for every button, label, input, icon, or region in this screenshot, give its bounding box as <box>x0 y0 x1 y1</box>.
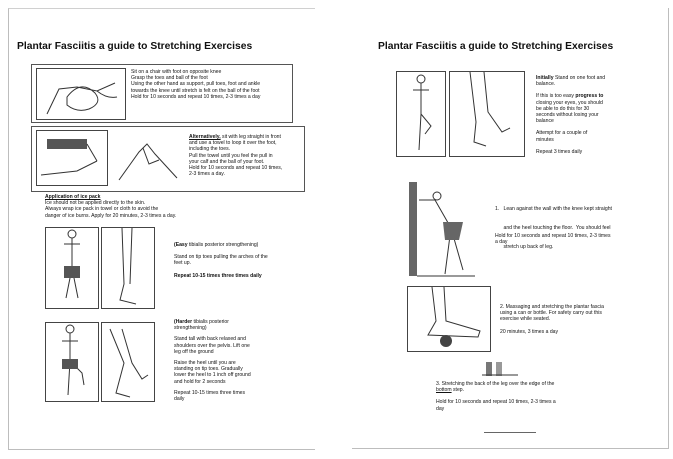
right-page-title: Plantar Fasciitis a guide to Stretching Exercises <box>378 41 614 52</box>
ice-pack-heading: Application of ice pack <box>45 194 101 200</box>
chair-stretch-illustration <box>36 68 126 120</box>
easy-repeat: Repeat 10-15 times three times daily <box>174 272 262 279</box>
right-page <box>352 8 669 449</box>
footer-rule <box>484 432 536 433</box>
massage-can-illustration <box>407 286 491 352</box>
step-stretch-illustration <box>482 360 518 376</box>
chair-instructions: Sit on a chair with foot on opposite knee Grasp the toes and ball of the foot Using the other hand as support, pull toes, foot and ankle towards the knee until stretch is felt on the ball of the foot Hold for 10 seconds and repeat 10 times, 2-3 times a day <box>131 69 261 100</box>
tiptoe-front-illustration <box>45 227 99 309</box>
ice-pack-section: Application of ice pack Ice should not be applied directly to the skin. Always wrap ice pack in towel or cloth to avoid the danger of ice burns. Apply for 20 minutes, 2-3 times a day. <box>45 194 177 219</box>
heel-raise-illustration <box>101 322 155 402</box>
balance-text: Initially Stand on one foot and balance. If this is too easy progress to closing your eyes, you should be able to do this for 30 seconds without losing your balance Attempt for a couple of minutes Repeat 3 times daily <box>536 75 606 155</box>
wall-stretch-illustration <box>407 180 477 278</box>
tiptoe-side-illustration <box>101 227 155 309</box>
towel-heading: Alternatively, <box>189 134 221 140</box>
towel-instructions: Alternatively, sit with leg straight in front and use a towel to loop it over the foot, including the toes. Pull the towel until you feel the pull in your calf and the ball of your foot. Hold for 10 seconds and repeat 10 times, 2-3 times a day. <box>189 134 283 178</box>
wall-stretch-text: 1. Lean against the wall with the knee kept straight and the heel touching the floor. You should feel stretch up back of leg. <box>495 206 612 250</box>
towel-stretch-illustration-1 <box>36 130 108 186</box>
balance-front-illustration <box>396 71 446 157</box>
left-page <box>8 8 315 450</box>
towel-stretch-illustration-2 <box>109 134 184 184</box>
wall-hold-text: Hold for 10 seconds and repeat 10 times, 2-3 times a day <box>495 233 611 246</box>
balance-side-illustration <box>449 71 525 157</box>
left-page-title: Plantar Fasciitis a guide to Stretching Exercises <box>17 41 253 52</box>
massage-text: 2. Massaging and stretching the plantar fascia using a can or bottle. For safety carry out this exercise while seated. 20 minutes, 3 times a day <box>500 304 604 335</box>
harder-strengthening-text: (Harder tibialis posterior strengthening) Stand tall with back relaxed and shoulders over the pelvis. Lift one leg off the ground Raise the heel until you are standing on tip toes. Gradually lower the heel to 1 inch off ground and hold for 2 seconds Repeat 10-15 times three times daily <box>174 319 251 403</box>
step-stretch-text: 3. Stretching the back of the leg over the edge of the bottom step. Hold for 10 seconds and repeat 10 times, 2-3 times a day <box>436 381 556 412</box>
single-leg-illustration <box>45 322 99 402</box>
easy-strengthening-text: (Easy tibialis posterior strengthening) Stand on tip toes pulling the arches of the feet up. Repeat 10-15 times three times daily <box>174 242 268 279</box>
